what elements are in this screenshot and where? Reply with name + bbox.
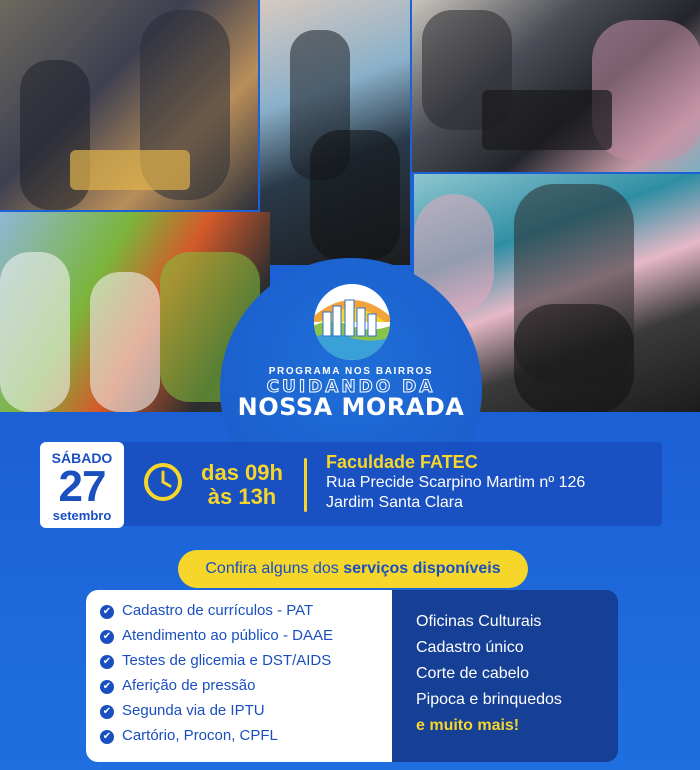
check-icon: ✔ [100,730,114,744]
services-header-prefix: Confira alguns dos [205,560,344,577]
city-emblem-icon [309,282,395,362]
list-item: ✔ Cartório, Procon, CPFL [100,725,278,747]
check-icon: ✔ [100,680,114,694]
clock-icon [143,462,183,502]
logo-subtitle: CUIDANDO DA [266,377,436,397]
list-item: Cadastro único [416,639,524,656]
photo-service-desk [412,0,700,172]
list-item: Oficinas Culturais [416,613,542,630]
check-icon: ✔ [100,705,114,719]
date-badge [40,442,124,528]
list-item: Pipoca e brinquedos [416,691,562,708]
photo-haircut-boy [260,0,410,265]
services-header [178,550,528,588]
list-item: Corte de cabelo [416,665,529,682]
check-icon: ✔ [100,655,114,669]
date-day-number: 27 [58,462,106,511]
list-item: ✔ Cadastro de currículos - PAT [100,600,313,622]
venue-name: Faculdade FATEC [326,452,478,472]
divider [304,458,307,512]
photo-kids-drawing [0,0,258,210]
check-icon: ✔ [100,630,114,644]
list-item: ✔ Aferição de pressão [100,675,255,697]
list-item-more: e muito mais! [416,717,520,734]
list-item: ✔ Segunda via de IPTU [100,700,265,722]
services-header-highlight: serviços disponíveis [343,560,501,577]
venue-neighborhood: Jardim Santa Clara [326,494,463,511]
time-end: às 13h [207,484,277,509]
check-icon: ✔ [100,605,114,619]
date-weekday: SÁBADO [51,450,113,466]
venue-address: Rua Precide Scarpino Martim nº 126 [326,474,586,491]
date-month: setembro [52,508,112,523]
list-item: ✔ Atendimento ao público - DAAE [100,625,333,647]
time-start: das 09h [201,460,283,485]
logo-program-label: PROGRAMA NOS BAIRROS [268,366,434,377]
list-item: ✔ Testes de glicemia e DST/AIDS [100,650,331,672]
logo-title: NOSSA MORADA [237,393,465,421]
